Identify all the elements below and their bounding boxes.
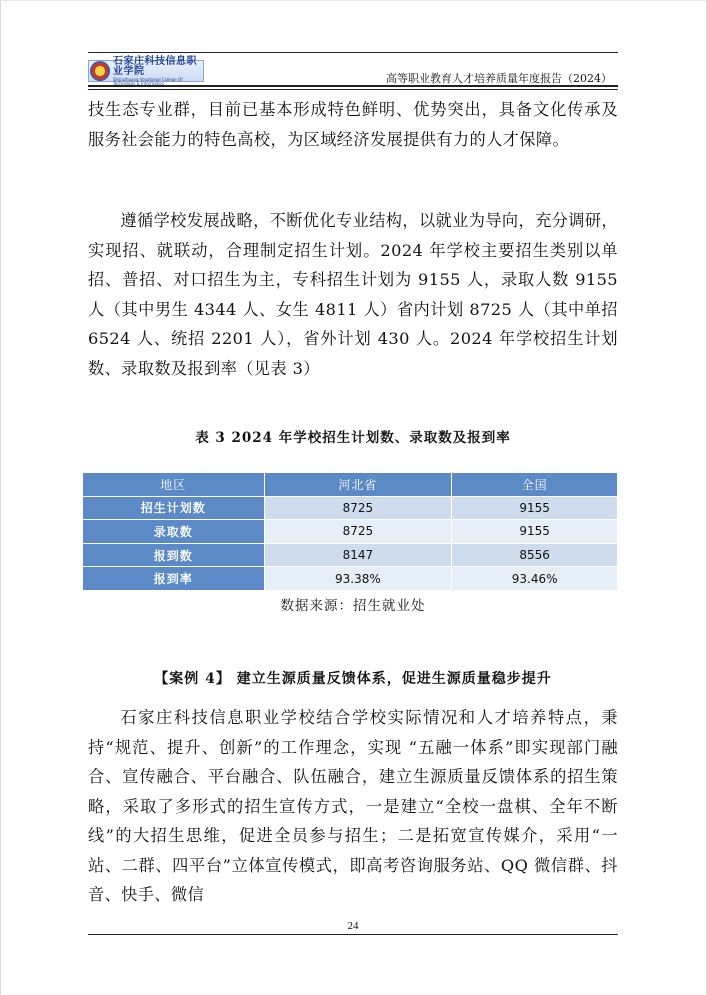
page-header [88,52,618,92]
logo-text [113,57,203,86]
cell-value: 8556 [452,543,618,567]
row-label: 报到数 [83,543,265,567]
footer-rule [88,934,618,935]
table-row [83,543,618,567]
table-row [83,520,618,544]
paragraph-enrollment: 遵循学校发展战略，不断优化专业结构，以就业为导向，充分调研，实现招、就联动，合理制定招生计划。2024 年学校主要招生类别以单招、普招、对口招生为主，专科招生计划为 9155 人，录取人数 9155 人（其中男生 4344 人、女生 4811 人）省内计划 8725 人（其中单招 6524 人、统招 2201 人），省外计划 430 人。2024 年学校招生计划数、录取数及报到率（见表 3） [88,211,619,378]
college-logo [88,55,204,86]
cell-value: 9155 [452,520,618,544]
table-row [83,496,618,520]
cell-value: 8725 [264,520,452,544]
table-caption: 表 3 2024 年学校招生计划数、录取数及报到率 [195,430,511,446]
cell-value: 8147 [264,543,452,567]
table-row [83,567,618,591]
cell-value: 8725 [264,496,452,520]
page-number: 24 [347,920,359,932]
logo-english-name: Shijiazhuang Vocational College Of Technology & Information [113,76,183,86]
header-region: 地区 [83,473,265,497]
cell-value: 9155 [452,496,618,520]
data-source: 数据来源：招生就业处 [280,598,426,614]
paragraph-case: 石家庄科技信息职业学校结合学校实际情况和人才培养特点，秉持“规范、提升、创新”的工作理念，实现 “五融一体系”即实现部门融合、宣传融合、平台融合、队伍融合，建立生源质量反馈体系的招生策略，采取了多形式的招生宣传方式，一是建立“全校一盘棋、全年不断线”的大招生思维，促进全员参与招生；二是拓宽宣传媒介，采用“一站、二群、四平台”立体宣传模式，即高考咨询服务站、QQ 微信群、抖音、快手、微信 [88,708,618,904]
header-hebei: 河北省 [264,473,452,497]
logo-chinese-name: 石家庄科技信息职业学院 [113,55,197,77]
header-rule-bottom [88,85,618,87]
row-label: 录取数 [83,520,265,544]
row-label: 招生计划数 [83,496,265,520]
report-title: 高等职业教育人才培养质量年度报告（2024） [386,72,612,85]
college-emblem-icon [90,61,110,81]
table-header-row [83,473,618,497]
enrollment-table [82,472,618,591]
cell-value: 93.46% [452,567,618,591]
paragraph-intro: 技生态专业群，目前已基本形成特色鲜明、优势突出，具备文化传承及服务社会能力的特色高校，为区域经济发展提供有力的人才保障。 [88,100,618,149]
header-national: 全国 [452,473,618,497]
header-rule-top [88,52,618,53]
header-rule-bottom-thin [88,89,618,90]
case-title: 【案例 4】 建立生源质量反馈体系，促进生源质量稳步提升 [154,671,552,687]
row-label: 报到率 [83,567,265,591]
cell-value: 93.38% [264,567,452,591]
